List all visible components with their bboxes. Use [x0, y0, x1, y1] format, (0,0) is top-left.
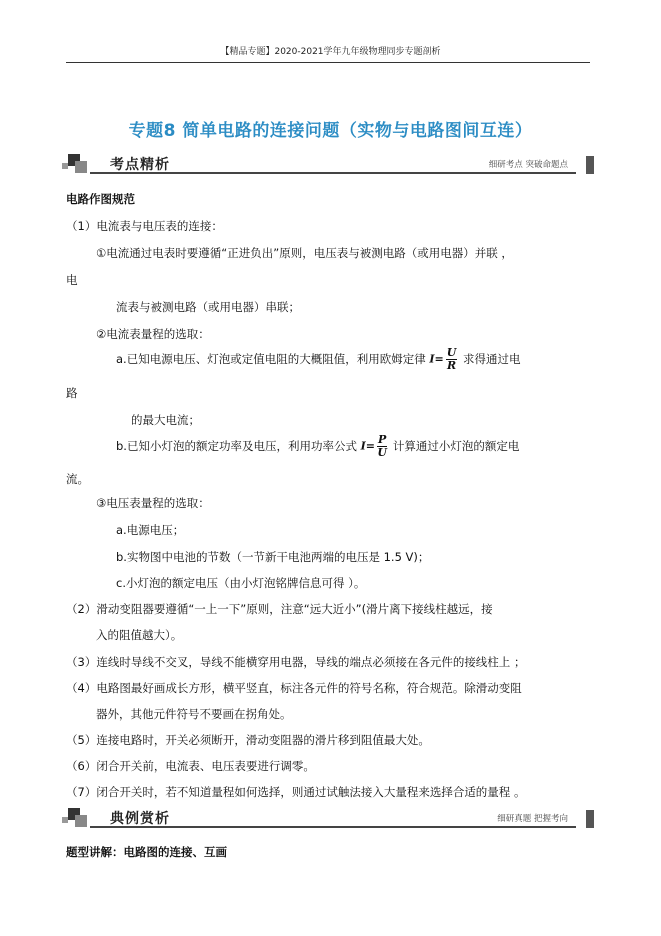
text-line: 入的阻值越大）。 — [96, 628, 183, 642]
text-line: ③电压表量程的选取： — [96, 496, 210, 510]
formula-lhs: I — [360, 439, 366, 453]
section-band-dianli — [66, 806, 598, 832]
band-subtitle: 细研真题 把握考向 — [497, 814, 568, 824]
band-end-block — [586, 156, 594, 174]
text-line: ①电流通过电表时要遵循“正进负出”原则，电压表与被测电路（或用电器）并联 ， — [96, 246, 513, 260]
text-fragment: 计算通过小灯泡的额定电 — [392, 439, 520, 453]
text-line-with-formula — [116, 434, 519, 459]
text-line: c.小灯泡的额定电压（由小灯泡铭牌信息可得 ）。 — [116, 576, 366, 590]
section-heading: 电路作图规范 — [66, 192, 135, 206]
power-formula — [361, 434, 390, 459]
section-band-kaodian — [66, 152, 598, 178]
formula-numerator: P — [377, 433, 387, 446]
text-line: b.实物图中电池的节数（一节新干电池两端的电压是 1.5 V)； — [116, 550, 430, 564]
formula-equals: = — [365, 439, 375, 453]
question-type-heading: 题型讲解：电路图的连接、互画 — [66, 845, 227, 859]
formula-denominator: R — [446, 359, 457, 372]
text-line: a.电源电压； — [116, 523, 185, 537]
text-line: 流。 — [66, 472, 89, 486]
band-title: 考点精析 — [110, 157, 170, 173]
formula-fraction — [377, 434, 387, 459]
text-line: （3）连线时导线不交叉，导线不能横穿用电器，导线的端点必须接在各元件的接线柱上 ； — [66, 655, 526, 669]
formula-denominator: U — [377, 446, 387, 459]
text-line: （7）闭合开关时，若不知道量程如何选择，则通过试触法接入大量程来选择合适的量程 。 — [66, 785, 526, 799]
page-header: 【精品专题】2020-2021学年九年级物理同步专题剖析 — [220, 47, 441, 57]
band-subtitle: 细研考点 突破命题点 — [488, 160, 568, 170]
formula-lhs: I — [429, 352, 435, 366]
header-rule — [66, 62, 590, 63]
formula-equals: = — [434, 352, 444, 366]
text-fragment: a.已知电源电压、灯泡或定值电阻的大概阻值，利用欧姆定律 — [116, 352, 426, 366]
text-line: ②电流表量程的选取： — [96, 327, 210, 341]
ohms-law-formula — [429, 347, 459, 372]
formula-fraction — [446, 347, 458, 372]
text-fragment: b.已知小灯泡的额定功率及电压，利用功率公式 — [116, 439, 357, 453]
text-line: （6）闭合开关前，电流表、电压表要进行调零。 — [66, 759, 315, 773]
text-line: （1）电流表与电压表的连接： — [66, 219, 223, 233]
text-line: 流表与被测电路（或用电器）串联； — [116, 300, 300, 314]
page-title: 专题8 简单电路的连接问题（实物与电路图间互连） — [128, 121, 533, 141]
text-line: （5）连接电路时，开关必须断开，滑动变阻器的滑片移到阻值最大处。 — [66, 733, 430, 747]
band-decor-square — [75, 815, 87, 827]
text-line: 器外，其他元件符号不要画在拐角处。 — [96, 707, 292, 721]
text-line: （4）电路图最好画成长方形，横平竖直，标注各元件的符号名称，符合规范。除滑动变阻 — [66, 681, 522, 695]
formula-numerator: U — [446, 346, 457, 359]
band-title: 典例赏析 — [110, 811, 170, 827]
text-line: 的最大电流； — [131, 413, 200, 427]
text-line: （2）滑动变阻器要遵循“一上一下”原则，注意“远大近小”(滑片离下接线柱越远，接 — [66, 602, 493, 616]
text-fragment: 求得通过电 — [462, 352, 521, 366]
text-line: 路 — [66, 386, 78, 400]
band-decor-square — [75, 161, 87, 173]
text-line: 电 — [66, 273, 78, 287]
band-end-block — [586, 810, 594, 828]
text-line-with-formula — [116, 347, 520, 372]
